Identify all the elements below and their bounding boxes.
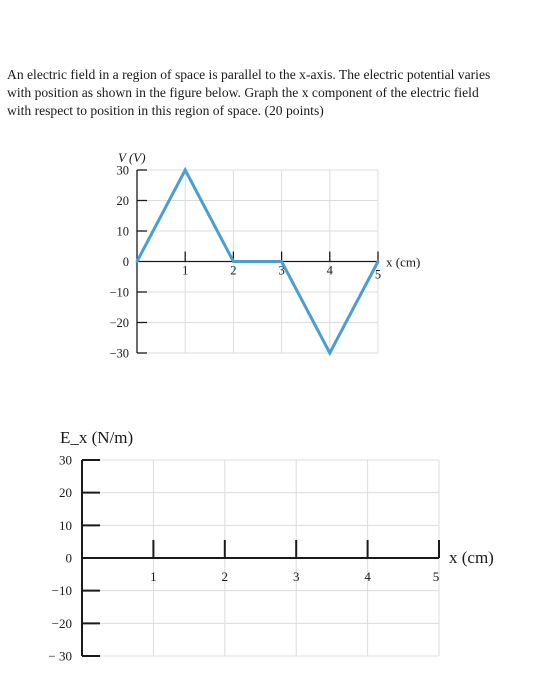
y-tick-label: 0 [122, 254, 129, 269]
x-tick-label: 4 [364, 569, 371, 584]
y-tick-label: 30 [116, 163, 129, 178]
x-axis-label: x (cm) [386, 254, 421, 270]
x-tick-label: 4 [326, 263, 333, 278]
electric-field-chart [48, 428, 493, 664]
data-point [232, 260, 235, 263]
data-point [377, 260, 380, 263]
y-tick-label: −10 [51, 583, 72, 599]
potential-chart [109, 150, 420, 360]
y-tick-label: −20 [109, 315, 129, 330]
x-tick-label: 2 [230, 263, 237, 278]
x-axis-label: x (cm) [449, 548, 494, 567]
problem-line-3: with respect to position in this region of space. (20 points) [7, 103, 324, 118]
y-tick-label: 30 [59, 452, 72, 468]
y-tick-label: 20 [59, 485, 72, 501]
y-tick-label: −30 [109, 346, 129, 361]
x-tick-label: 2 [221, 569, 229, 584]
x-tick-label: 3 [278, 263, 285, 278]
y-tick-label: − 30 [48, 648, 72, 664]
x-tick-label: 1 [182, 263, 189, 278]
y-axis-label: E_x (N/m) [60, 428, 134, 447]
y-tick-label: −20 [51, 615, 72, 631]
problem-line-1: An electric field in a region of space is parallel to the x-axis. The electric potential varies [7, 67, 491, 82]
x-tick-label: 3 [292, 569, 300, 584]
y-tick-label: 10 [59, 517, 72, 533]
y-tick-label: 10 [116, 224, 129, 239]
y-tick-label: 0 [65, 550, 72, 566]
y-axis-label: V (V) [118, 150, 146, 165]
data-point [184, 169, 187, 172]
x-tick-label: 1 [150, 569, 157, 584]
problem-line-2: with position as shown in the figure below. Graph the x component of the electric field [7, 85, 479, 100]
y-tick-label: 20 [116, 193, 129, 208]
x-tick-label: 5 [374, 267, 382, 282]
data-point [136, 260, 139, 263]
data-point [328, 352, 331, 355]
data-point [280, 260, 283, 263]
y-tick-label: −10 [109, 285, 129, 300]
x-tick-label: 5 [432, 569, 440, 584]
